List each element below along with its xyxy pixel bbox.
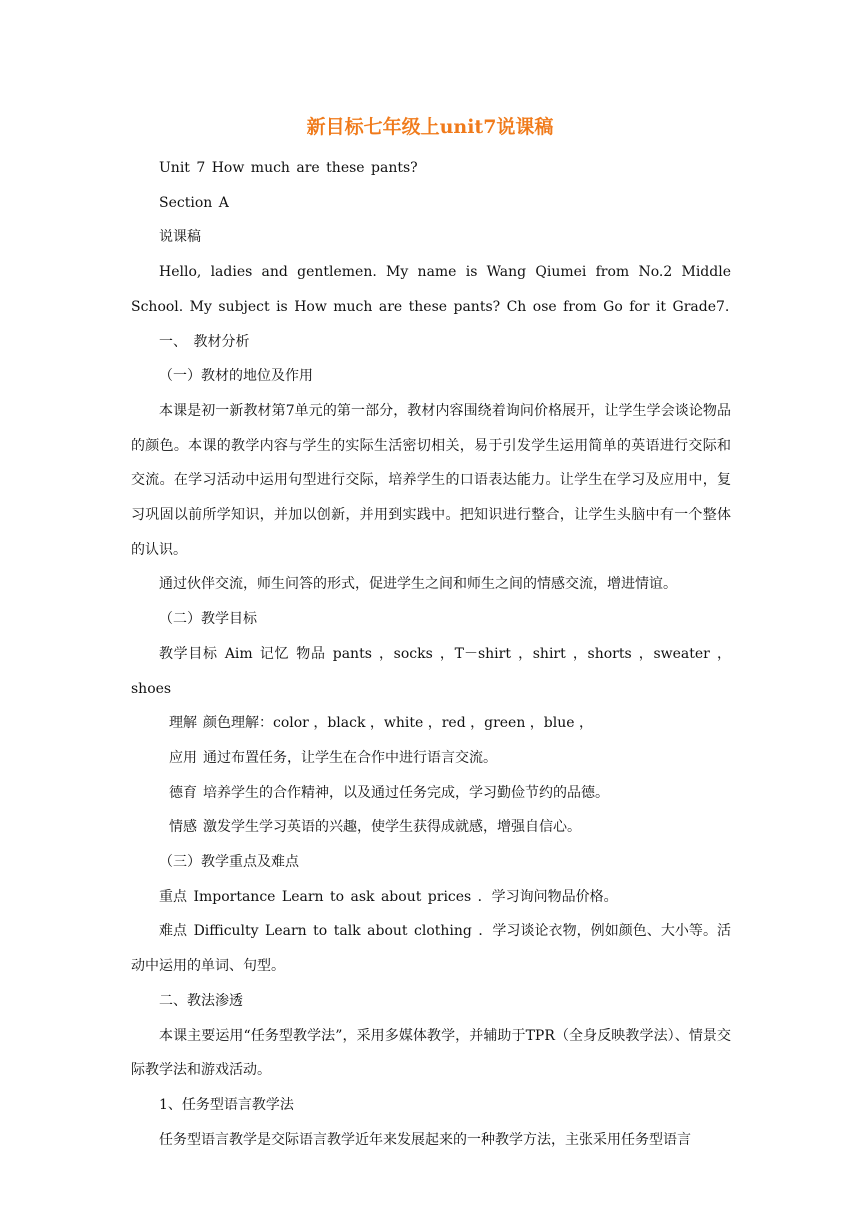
paragraph-difficulty: 难点 Difficulty Learn to talk about clothing ．学习谈论衣物，例如颜色、大小等。活动中运用的单词、句型。 xyxy=(131,923,731,975)
paragraph-aim: 教学目标 Aim 记忆 物品 pants ，socks ，T－shirt ，shirt ，shorts ，sweater ，shoes xyxy=(131,645,731,697)
paragraph-greeting: Hello, ladies and gentlemen. My name is Wang Qiumei from No.2 Middle School. My subject is How much are these pants? Ch ose from Go for it Grade7. xyxy=(131,264,731,315)
subheading-key-points: （三）教学重点及难点 xyxy=(159,854,299,871)
heading-methods: 二、教法渗透 xyxy=(159,992,243,1009)
subheading-goals: （二）教学目标 xyxy=(159,611,257,628)
heading-textbook-analysis: 一、 教材分析 xyxy=(159,333,250,350)
goal-text: 培养学生的合作精神，以及通过任务完成，学习勤俭节约的品德。 xyxy=(203,784,609,801)
paragraph-methods: 本课主要运用“任务型教学法”，采用多媒体教学，并辅助于TPR（全身反映教学法）、情景交际教学法和游戏活动。 xyxy=(131,1027,731,1079)
goal-label: 德育 xyxy=(169,784,197,801)
paragraph-role: 本课是初一新教材第7单元的第一部分，教材内容围绕着询问价格展开，让学生学会谈论物品的颜色。本课的教学内容与学生的实际生活密切相关，易于引发学生运用简单的英语进行交际和交流。在学习活动中运用句型进行交际，培养学生的口语表达能力。让学生在学习及应用中，复习巩固以前所学知识，并加以创新，并用到实践中。把知识进行整合，让学生头脑中有一个整体的认识。 xyxy=(131,402,731,558)
document-title: 新目标七年级上unit7说课稿 xyxy=(306,116,554,138)
paragraph-section: Section A xyxy=(159,194,229,211)
goal-emotion xyxy=(131,810,731,845)
goal-understand xyxy=(131,706,731,741)
paragraph-exchange: 通过伙伴交流，师生问答的形式，促进学生之间和师生之间的情感交流，增进情谊。 xyxy=(159,576,677,593)
goal-text: 颜色理解：color ，black ，white ，red ，green ，blue ， xyxy=(203,715,593,732)
document-body xyxy=(131,151,731,1157)
goal-label: 理解 xyxy=(169,715,197,732)
goal-label: 应用 xyxy=(169,749,197,766)
goal-text: 通过布置任务，让学生在合作中进行语言交流。 xyxy=(203,749,497,766)
paragraph-importance: 重点 Importance Learn to ask about prices ．学习询问物品价格。 xyxy=(159,888,618,905)
goal-label: 情感 xyxy=(169,819,197,836)
paragraph-task-based: 任务型语言教学是交际语言教学近年来发展起来的一种教学方法，主张采用任务型语言 xyxy=(159,1131,691,1148)
paragraph-shuokegao: 说课稿 xyxy=(159,229,201,246)
goal-apply xyxy=(131,741,731,776)
subheading-task-based: 1、任务型语言教学法 xyxy=(159,1096,294,1113)
paragraph-unit: Unit 7 How much are these pants? xyxy=(159,160,418,176)
subheading-role: （一）教材的地位及作用 xyxy=(159,368,313,385)
goal-moral xyxy=(131,776,731,811)
goal-text: 激发学生学习英语的兴趣，使学生获得成就感，增强自信心。 xyxy=(203,819,581,836)
